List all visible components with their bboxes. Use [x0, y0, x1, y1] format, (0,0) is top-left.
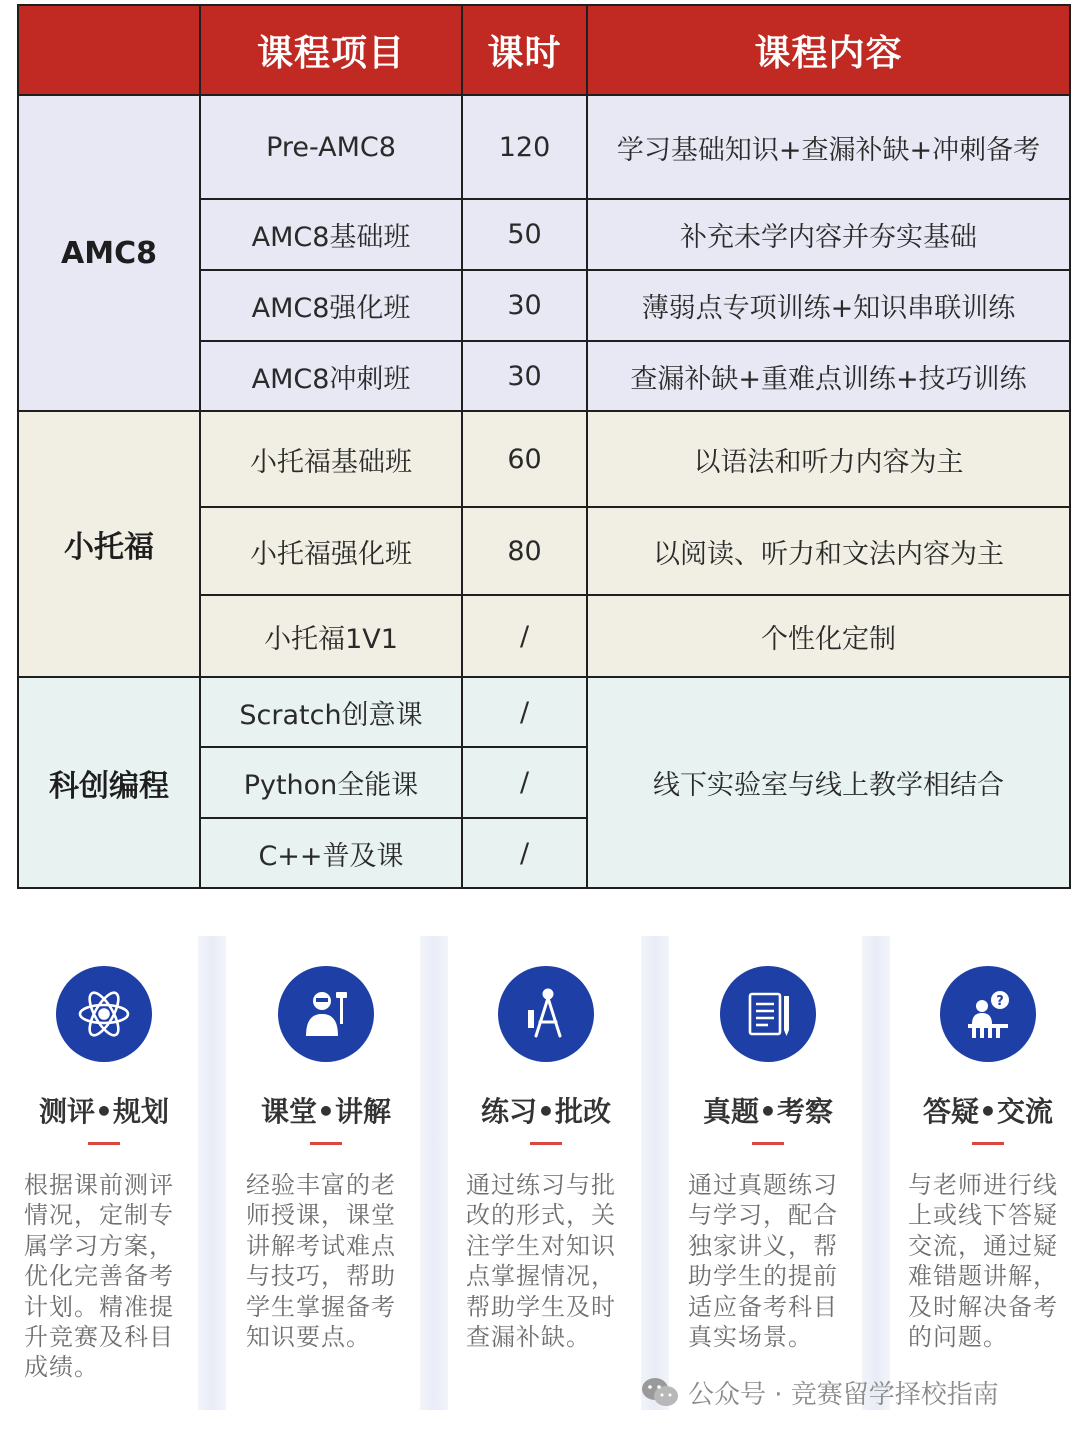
feature-assessment: [24, 930, 204, 1410]
header-course: 课程项目: [200, 5, 462, 95]
course-cell: 小托福强化班: [200, 507, 462, 595]
feature-description: 通过练习与批改的形式，关注学生对知识点掌握情况，帮助学生及时查漏补缺。: [466, 1171, 616, 1352]
table-row: [18, 411, 1070, 507]
hours-cell: /: [462, 818, 587, 888]
content-cell: 个性化定制: [587, 595, 1070, 677]
content-cell: 以语法和听力内容为主: [587, 411, 1070, 507]
course-cell: Pre-AMC8: [200, 95, 462, 199]
content-cell: 查漏补缺+重难点训练+技巧训练: [587, 341, 1070, 411]
feature-practice: [466, 930, 646, 1410]
wechat-icon: [640, 1376, 680, 1408]
feature-past-exams: [688, 930, 868, 1410]
exam-paper-icon: [720, 966, 816, 1062]
atom-icon: [56, 966, 152, 1062]
header-blank-cell: [18, 5, 200, 95]
hours-cell: /: [462, 747, 587, 818]
hours-cell: 30: [462, 341, 587, 411]
hours-cell: 30: [462, 270, 587, 341]
header-hours: 课时: [462, 5, 587, 95]
feature-description: 经验丰富的老师授课，课堂讲解考试难点与技巧，帮助学生掌握备考知识要点。: [246, 1171, 396, 1352]
course-cell: AMC8基础班: [200, 199, 462, 270]
feature-description: 与老师进行线上或线下答疑交流，通过疑难错题讲解，及时解决备考的问题。: [908, 1171, 1058, 1352]
title-underline: [310, 1142, 342, 1145]
title-underline: [752, 1142, 784, 1145]
feature-title: 练习•批改: [481, 1095, 611, 1128]
features-section: [0, 930, 1080, 1410]
course-cell: AMC8冲刺班: [200, 341, 462, 411]
feature-title: 课堂•讲解: [261, 1095, 391, 1128]
wechat-watermark: [640, 1372, 999, 1412]
compass-icon: [498, 966, 594, 1062]
title-underline: [530, 1142, 562, 1145]
hours-cell: 60: [462, 411, 587, 507]
hours-cell: /: [462, 677, 587, 747]
question-desk-icon: [940, 966, 1036, 1062]
teacher-icon: [278, 966, 374, 1062]
feature-title: 真题•考察: [703, 1095, 833, 1128]
course-cell: Python全能课: [200, 747, 462, 818]
svg-text:?: ?: [996, 994, 1004, 1009]
watermark-text: 公众号 · 竞赛留学择校指南: [688, 1379, 999, 1410]
group-cell-coding: 科创编程: [18, 677, 200, 888]
course-table: [17, 4, 1071, 889]
feature-title: 测评•规划: [39, 1095, 169, 1128]
course-cell: Scratch创意课: [200, 677, 462, 747]
table-row: [18, 95, 1070, 199]
feature-qa: [908, 930, 1080, 1410]
hours-cell: /: [462, 595, 587, 677]
feature-title: 答疑•交流: [923, 1095, 1053, 1128]
feature-description: 根据课前测评情况，定制专属学习方案，优化完善备考计划。精准提升竞赛及科目成绩。: [24, 1171, 174, 1382]
course-cell: AMC8强化班: [200, 270, 462, 341]
table-row: [18, 677, 1070, 747]
hours-cell: 80: [462, 507, 587, 595]
hours-cell: 50: [462, 199, 587, 270]
hours-cell: 120: [462, 95, 587, 199]
table-header-row: [18, 5, 1070, 95]
group-cell-toefl-junior: 小托福: [18, 411, 200, 677]
course-cell: 小托福1V1: [200, 595, 462, 677]
header-content: 课程内容: [587, 5, 1070, 95]
feature-lecture: [246, 930, 426, 1410]
title-underline: [88, 1142, 120, 1145]
group-cell-amc8: AMC8: [18, 95, 200, 411]
content-cell: 以阅读、听力和文法内容为主: [587, 507, 1070, 595]
feature-description: 通过真题练习与学习，配合独家讲义，帮助学生的提前适应备考科目真实场景。: [688, 1171, 838, 1352]
content-cell: 补充未学内容并夯实基础: [587, 199, 1070, 270]
content-cell-shared: 线下实验室与线上教学相结合: [587, 677, 1070, 888]
course-cell: C++普及课: [200, 818, 462, 888]
course-cell: 小托福基础班: [200, 411, 462, 507]
content-cell: 学习基础知识+查漏补缺+冲刺备考: [587, 95, 1070, 199]
title-underline: [972, 1142, 1004, 1145]
content-cell: 薄弱点专项训练+知识串联训练: [587, 270, 1070, 341]
